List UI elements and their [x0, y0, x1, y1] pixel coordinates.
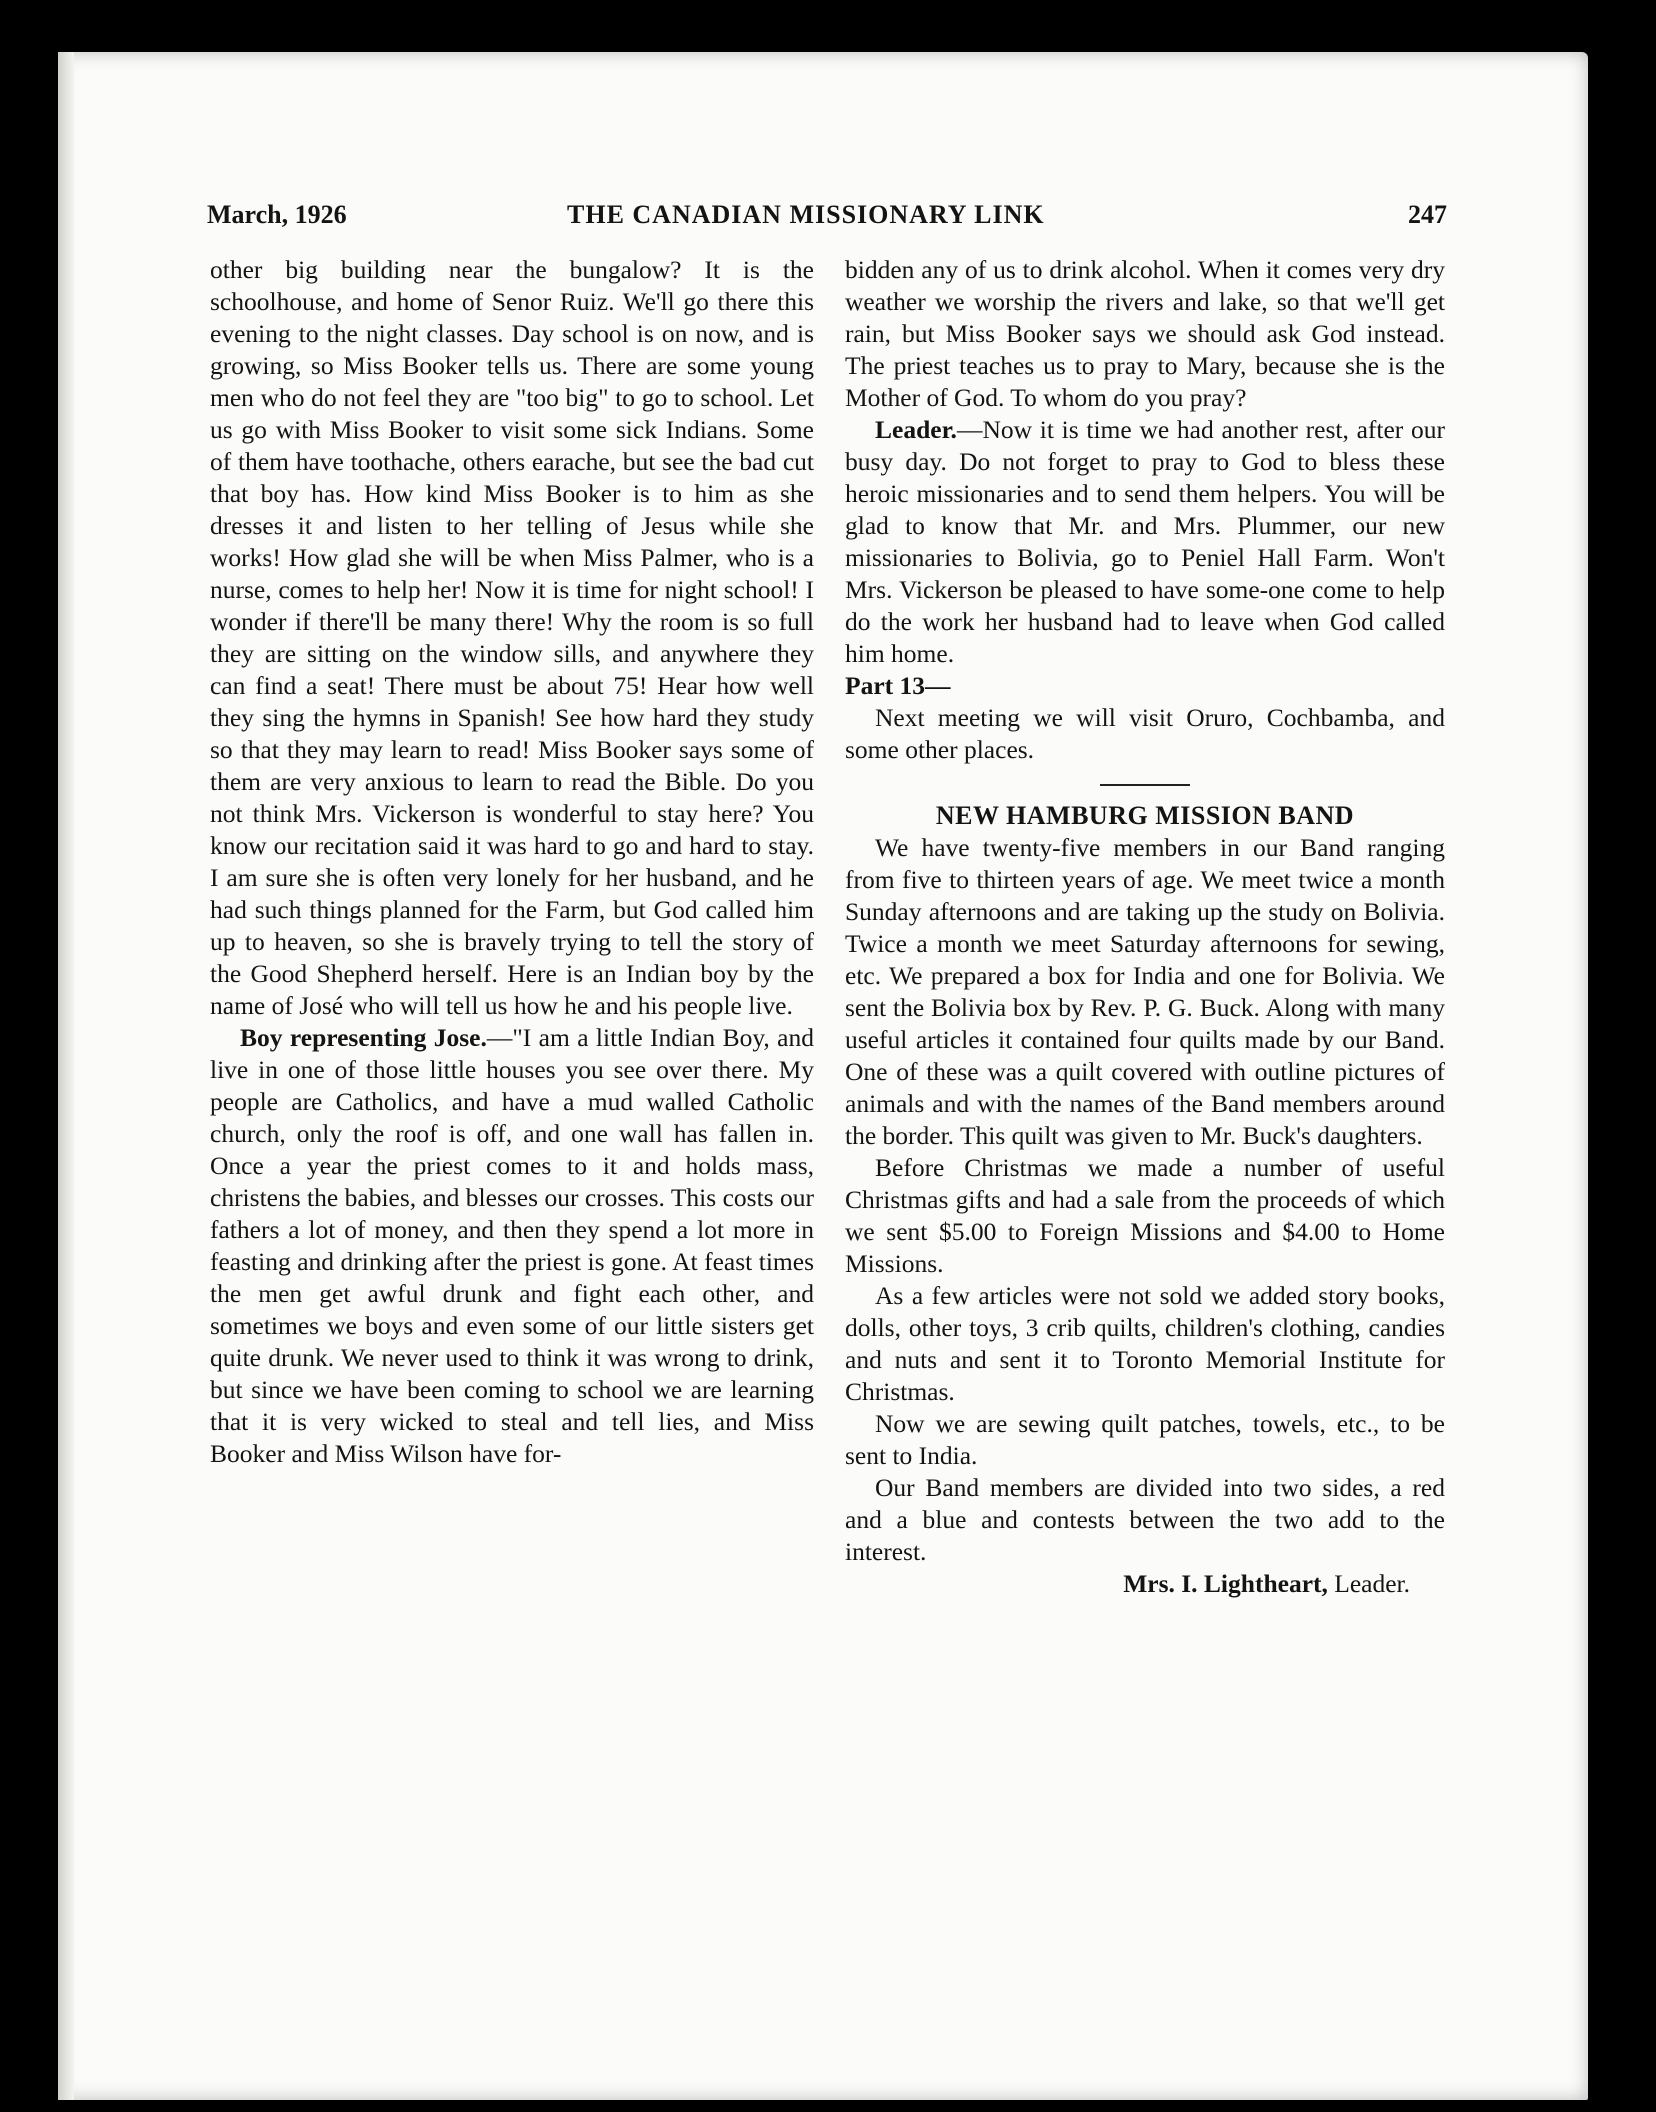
paragraph: other big building near the bungalow? It is the schoolhouse, and home of Senor Ruiz. We'll go there this evening to the night classes. Day school is on now, and is growing, so Miss Booker tells us. There are some young men who do not feel they are "too big" to go to school. Let us go with Miss Booker to visit some sick Indians. Some of them have toothache, others earache, but see the bad cut that boy has. How kind Miss Booker is to him as she dresses it and listen to her telling of Jesus while she works! How glad she will be when Miss Palmer, who is a nurse, comes to help her! Now it is time for night school! I wonder if there'll be many there! Why the room is so full they are sitting on the window sills, and anywhere they can find a seat! There must be about 75! Hear how well they sing the hymns in Spanish! See how hard they study so that they may learn to read! Miss Booker says some of them are very anxious to learn to read the Bible. Do you not think Mrs. Vickerson is wonderful to stay here? You know our recitation said it was hard to go and hard to stay. I am sure she is often very lonely for her husband, and he had such things planned for the Farm, but God called him up to heaven, so she is bravely trying to tell the story of the Good Shepherd herself. Here is an Indian boy by the name of José who will tell us how he and his people live. — [210, 255, 814, 1020]
paragraph-boy-jose — [210, 1022, 814, 1470]
paragraph: As a few articles were not sold we added story books, dolls, other toys, 3 crib quilts, children's clothing, candies and nuts and sent it to Toronto Memorial Institute for Christmas. — [845, 1281, 1445, 1406]
right-column — [845, 254, 1445, 1600]
running-header — [207, 200, 1447, 240]
signature — [845, 1568, 1445, 1600]
signature-name: Mrs. I. Lightheart, — [1123, 1569, 1328, 1598]
paragraph: Next meeting we will visit Oruro, Cochbamba, and some other places. — [845, 703, 1445, 764]
speaker-label: Boy representing Jose. — [240, 1023, 487, 1052]
section-heading: NEW HAMBURG MISSION BAND — [935, 801, 1355, 830]
speaker-text: —"I am a little Indian Boy, and live in one of those little houses you see over there. My people are Catholics, and have a mud walled Catholic church, only the roof is off, and one wall has fallen in. Once a year the priest comes to it and holds mass, christens the babies, and blesses our crosses. This costs our fathers a lot of money, and then they spend a lot more in feasting and drinking after the priest is gone. At feast times the men get awful drunk and fight each other, and sometimes we boys and even some of our little sisters get quite drunk. We never used to think it was wrong to drink, but since we have been coming to school we are learning that it is very wicked to steal and tell lies, and Miss Booker and Miss Wilson have for- — [210, 1023, 814, 1468]
paragraph: Our Band members are divided into two sides, a red and a blue and contests between the two add to the interest. — [845, 1473, 1445, 1566]
signature-role: Leader. — [1334, 1569, 1410, 1598]
paragraph: bidden any of us to drink alcohol. When it comes very dry weather we worship the rivers and lake, so that we'll get rain, but Miss Booker says we should ask God instead. The priest teaches us to pray to Mary, because she is the Mother of God. To whom do you pray? — [845, 255, 1445, 412]
speaker-label: Leader. — [875, 415, 957, 444]
paragraph: Before Christmas we made a number of useful Christmas gifts and had a sale from the proceeds of which we sent $5.00 to Foreign Missions and $4.00 to Home Missions. — [845, 1153, 1445, 1278]
page-number: 247 — [1408, 200, 1447, 229]
page-spine-shadow — [58, 52, 74, 2100]
publication-title: THE CANADIAN MISSIONARY LINK — [567, 200, 1045, 229]
issue-date: March, 1926 — [207, 200, 347, 229]
paragraph-leader — [845, 414, 1445, 670]
section-divider — [1100, 784, 1190, 786]
part-label: Part 13— — [845, 671, 951, 700]
left-column — [210, 254, 814, 1470]
paragraph: We have twenty-five members in our Band ranging from five to thirteen years of age. We meet twice a month Sunday afternoons and are taking up the study on Bolivia. Twice a month we meet Saturday afternoons for sewing, etc. We prepared a box for India and one for Bolivia. We sent the Bolivia box by Rev. P. G. Buck. Along with many useful articles it contained four quilts made by our Band. One of these was a quilt covered with outline pictures of animals and with the names of the Band members around the border. This quilt was given to Mr. Buck's daughters. — [845, 833, 1445, 1150]
paragraph: Now we are sewing quilt patches, towels, etc., to be sent to India. — [845, 1409, 1445, 1470]
speaker-text: —Now it is time we had another rest, after our busy day. Do not forget to pray to God to bless these heroic missionaries and to send them helpers. You will be glad to know that Mr. and Mrs. Plummer, our new missionaries to Bolivia, go to Peniel Hall Farm. Won't Mrs. Vickerson be pleased to have some-one come to help do the work her husband had to leave when God called him home. — [845, 415, 1445, 668]
